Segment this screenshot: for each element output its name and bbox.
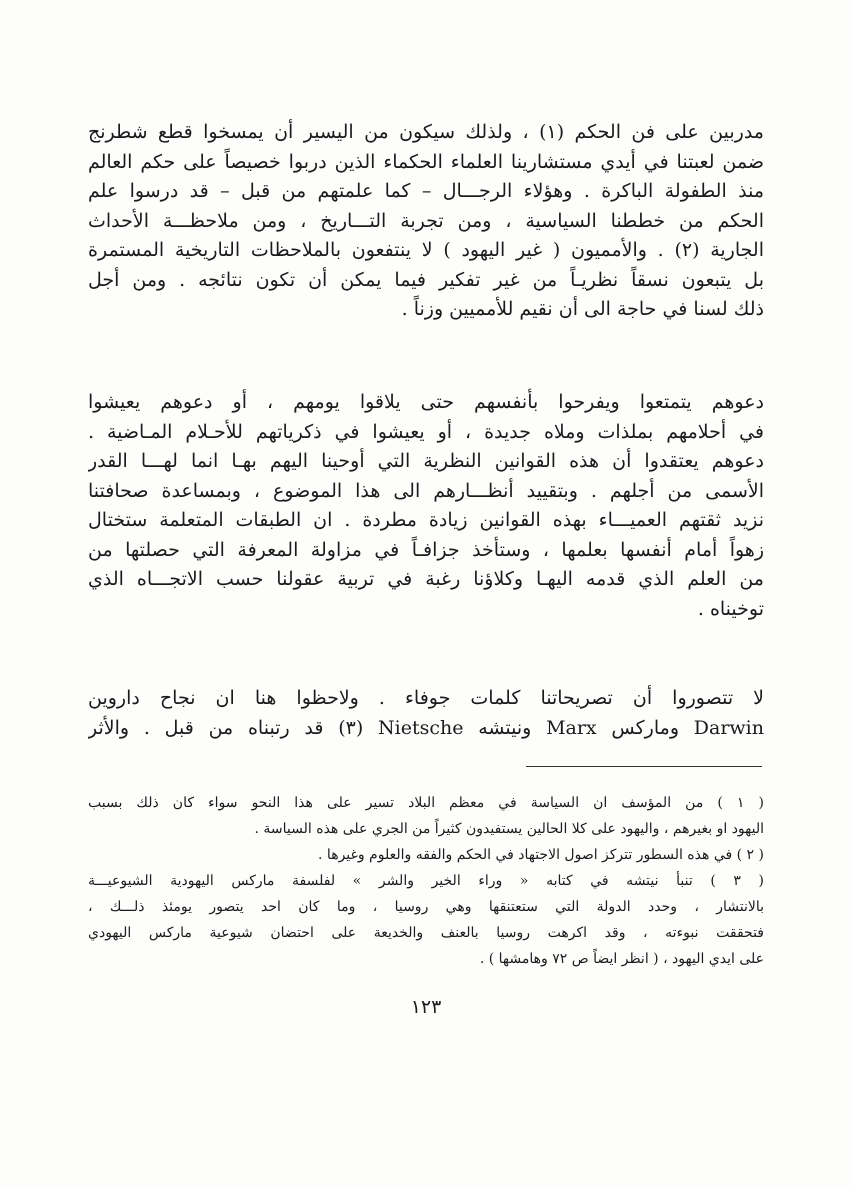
text-line: الأسمى من أجلهم . وبتقييد أنظـــارهم الى هذا الموضوع ، وبمساعدة صحافتنا (88, 479, 764, 502)
text-line: في أحلامهم بملذات وملاه جديدة ، أو يعيشوا في ذكرياتهم للأحـلام المـاضية . (88, 420, 764, 443)
text-line: بل يتبعون نسقاً نظريـاً من غير تفكير فيما يمكن أن تكون نتائجه . ومن أجل (88, 268, 764, 291)
footnotes (88, 790, 764, 972)
text-line: توخيناه . (697, 597, 764, 620)
footnote-line: اليهود او بغيرهم ، واليهود على كلا الحالين يستفيدون كثيراً من الجري على هذه السياسة . (254, 821, 764, 837)
footnote-line: على ايدي اليهود ، ( انظر ايضاً ص ٧٢ وهامشها ) . (479, 951, 764, 967)
text-line: Darwin وماركس Marx ونيتشه Nietsche (٣) قد رتبناه من قبل . والأثر (88, 716, 764, 739)
text-line: الجارية (٢) . والأمميون ( غير اليهود ) لا ينتفعون بالملاحظات التاريخية المستمرة (88, 239, 764, 261)
paragraph-1 (88, 118, 764, 325)
text-line: زهواً أمام أنفسها بعلمها ، وستأخذ جزافـاً في مزاولة المعرفة التي حصلتها من (88, 538, 764, 561)
page-number: ١٢٣ (410, 996, 442, 1018)
text-line: منذ الطفولة الباكرة . وهؤلاء الرجـــال – كما علمتهم من قبل – قد درسوا علم (88, 180, 764, 202)
footnote-divider (526, 766, 762, 767)
paragraph-3 (88, 684, 764, 743)
footnote-line: فتحققت نبوءته ، وقد اكرهت روسيا بالعنف والخديعة على احتضان شيوعية ماركس اليهودي (88, 925, 764, 941)
text-line: نزيد ثقتهم العميـــاء بهذه القوانين زيادة مطردة . ان الطبقات المتعلمة ستختال (88, 509, 764, 531)
footnote-line: بالانتشار ، وحدد الدولة التي ستعتنقها وهي روسيا ، وما كان احد يتصور يومئذ ذلـــك ، (88, 899, 764, 915)
footnote-line: ( ١ ) من المؤسف ان السياسة في معظم البلاد تسير على هذا النحو سواء كان ذلك بسبب (88, 795, 764, 811)
text-line: من العلم الذي قدمه اليهـا وكلاؤنا رغبة في تربية عقولنا حسب الاتجـــاه الذي (88, 568, 764, 590)
text-line: مدربين على فن الحكم (١) ، ولذلك سيكون من اليسير أن يمسخوا قطع شطرنج (88, 121, 764, 143)
footnote-line: ( ٣ ) تنبأ نيتشه في كتابه « وراء الخير والشر » لفلسفة ماركس اليهودية الشيوعيـــة (88, 873, 764, 889)
paragraph-2 (88, 388, 764, 624)
text-line: ضمن لعبتنا في أيدي مستشارينا العلماء الحكماء الذين دربوا خصيصاً على حكم العالم (88, 150, 764, 173)
text-line: الحكم من خططنا السياسية ، ومن تجربة التـــاريخ ، ومن ملاحظـــة الأحداث (88, 209, 764, 232)
text-line: ذلك لسنا في حاجة الى أن نقيم للأمميين وزناً . (401, 298, 764, 320)
text-line: دعوهم يعتقدوا أن هذه القوانين النظرية التي أوحينا اليهم بهـا انما لهـــا القدر (88, 450, 764, 472)
footnote-line: ( ٢ ) في هذه السطور تتركز اصول الاجتهاد في الحكم والفقه والعلوم وغيرها . (318, 847, 764, 863)
text-line: لا تتصوروا أن تصريحاتنا كلمات جوفاء . ولاحظوا هنا ان نجاح داروين (88, 687, 764, 709)
text-line: دعوهم يتمتعوا ويفرحوا بأنفسهم حتى يلاقوا يومهم ، أو دعوهم يعيشوا (88, 391, 764, 413)
